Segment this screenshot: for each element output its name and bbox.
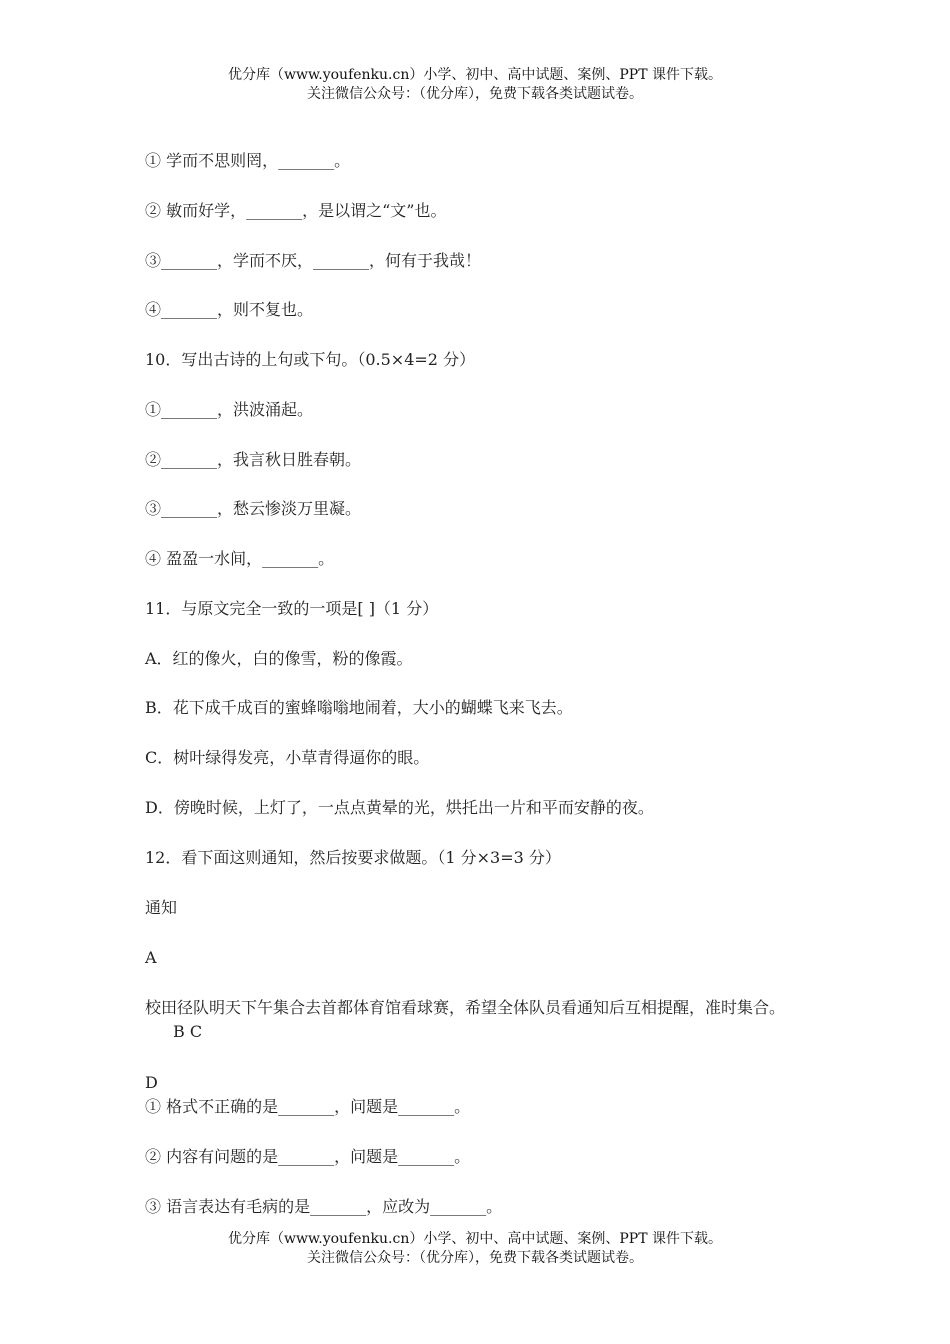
q9-item-3: ③_______，学而不厌，_______，何有于我哉！ [145,251,482,270]
notice-title: 通知 [145,898,178,917]
header-line-2: 关注微信公众号：（优分库），免费下载各类试题试卷。 [307,86,643,102]
notice-mark-a: A [145,948,157,967]
q11-option-c: C．树叶绿得发亮，小草青得逼你的眼。 [145,748,430,767]
q10-item-1: ①_______，洪波涌起。 [145,400,314,419]
q11-option-b: B．花下成千成百的蜜蜂嗡嗡地闹着，大小的蝴蝶飞来飞去。 [145,698,573,717]
notice-mark-bc: B C [173,1022,203,1041]
q12-item-2: ② 内容有问题的是_______，问题是_______。 [145,1147,471,1166]
q12-title: 12．看下面这则通知，然后按要求做题。（1 分×3=3 分） [145,848,561,867]
notice-mark-d: D [145,1073,158,1092]
q11-option-a: A．红的像火，白的像雪，粉的像霞。 [145,649,413,668]
q9-item-2: ② 敏而好学，_______，是以谓之“文”也。 [145,201,447,220]
q10-item-2: ②_______，我言秋日胜春朝。 [145,450,362,469]
notice-body [145,996,810,1044]
q12-item-3: ③ 语言表达有毛病的是_______，应改为_______。 [145,1197,503,1216]
page-header [0,66,950,104]
header-line-1: 优分库（www.youfenku.cn）小学、初中、高中试题、案例、PPT 课件下载。 [227,67,722,83]
q9-item-1: ① 学而不思则罔，_______。 [145,151,351,170]
q11-option-d: D．傍晚时候，上灯了，一点点黄晕的光，烘托出一片和平而安静的夜。 [145,798,654,817]
q10-title: 10．写出古诗的上句或下句。（0.5×4=2 分） [145,350,476,369]
notice-body-text: 校田径队明天下午集合去首都体育馆看球赛，希望全体队员看通知后互相提醒，准时集合。 [145,998,786,1017]
page-footer [0,1230,950,1268]
q12-item-1: ① 格式不正确的是_______，问题是_______。 [145,1097,471,1116]
q9-item-4: ④_______，则不复也。 [145,300,314,319]
footer-line-2: 关注微信公众号：（优分库），免费下载各类试题试卷。 [307,1250,643,1266]
q10-item-3: ③_______，愁云惨淡万里凝。 [145,499,362,518]
q11-title: 11．与原文完全一致的一项是[ ]（1 分） [145,599,439,618]
footer-line-1: 优分库（www.youfenku.cn）小学、初中、高中试题、案例、PPT 课件下载。 [227,1231,722,1247]
q10-item-4: ④ 盈盈一水间，_______。 [145,549,335,568]
